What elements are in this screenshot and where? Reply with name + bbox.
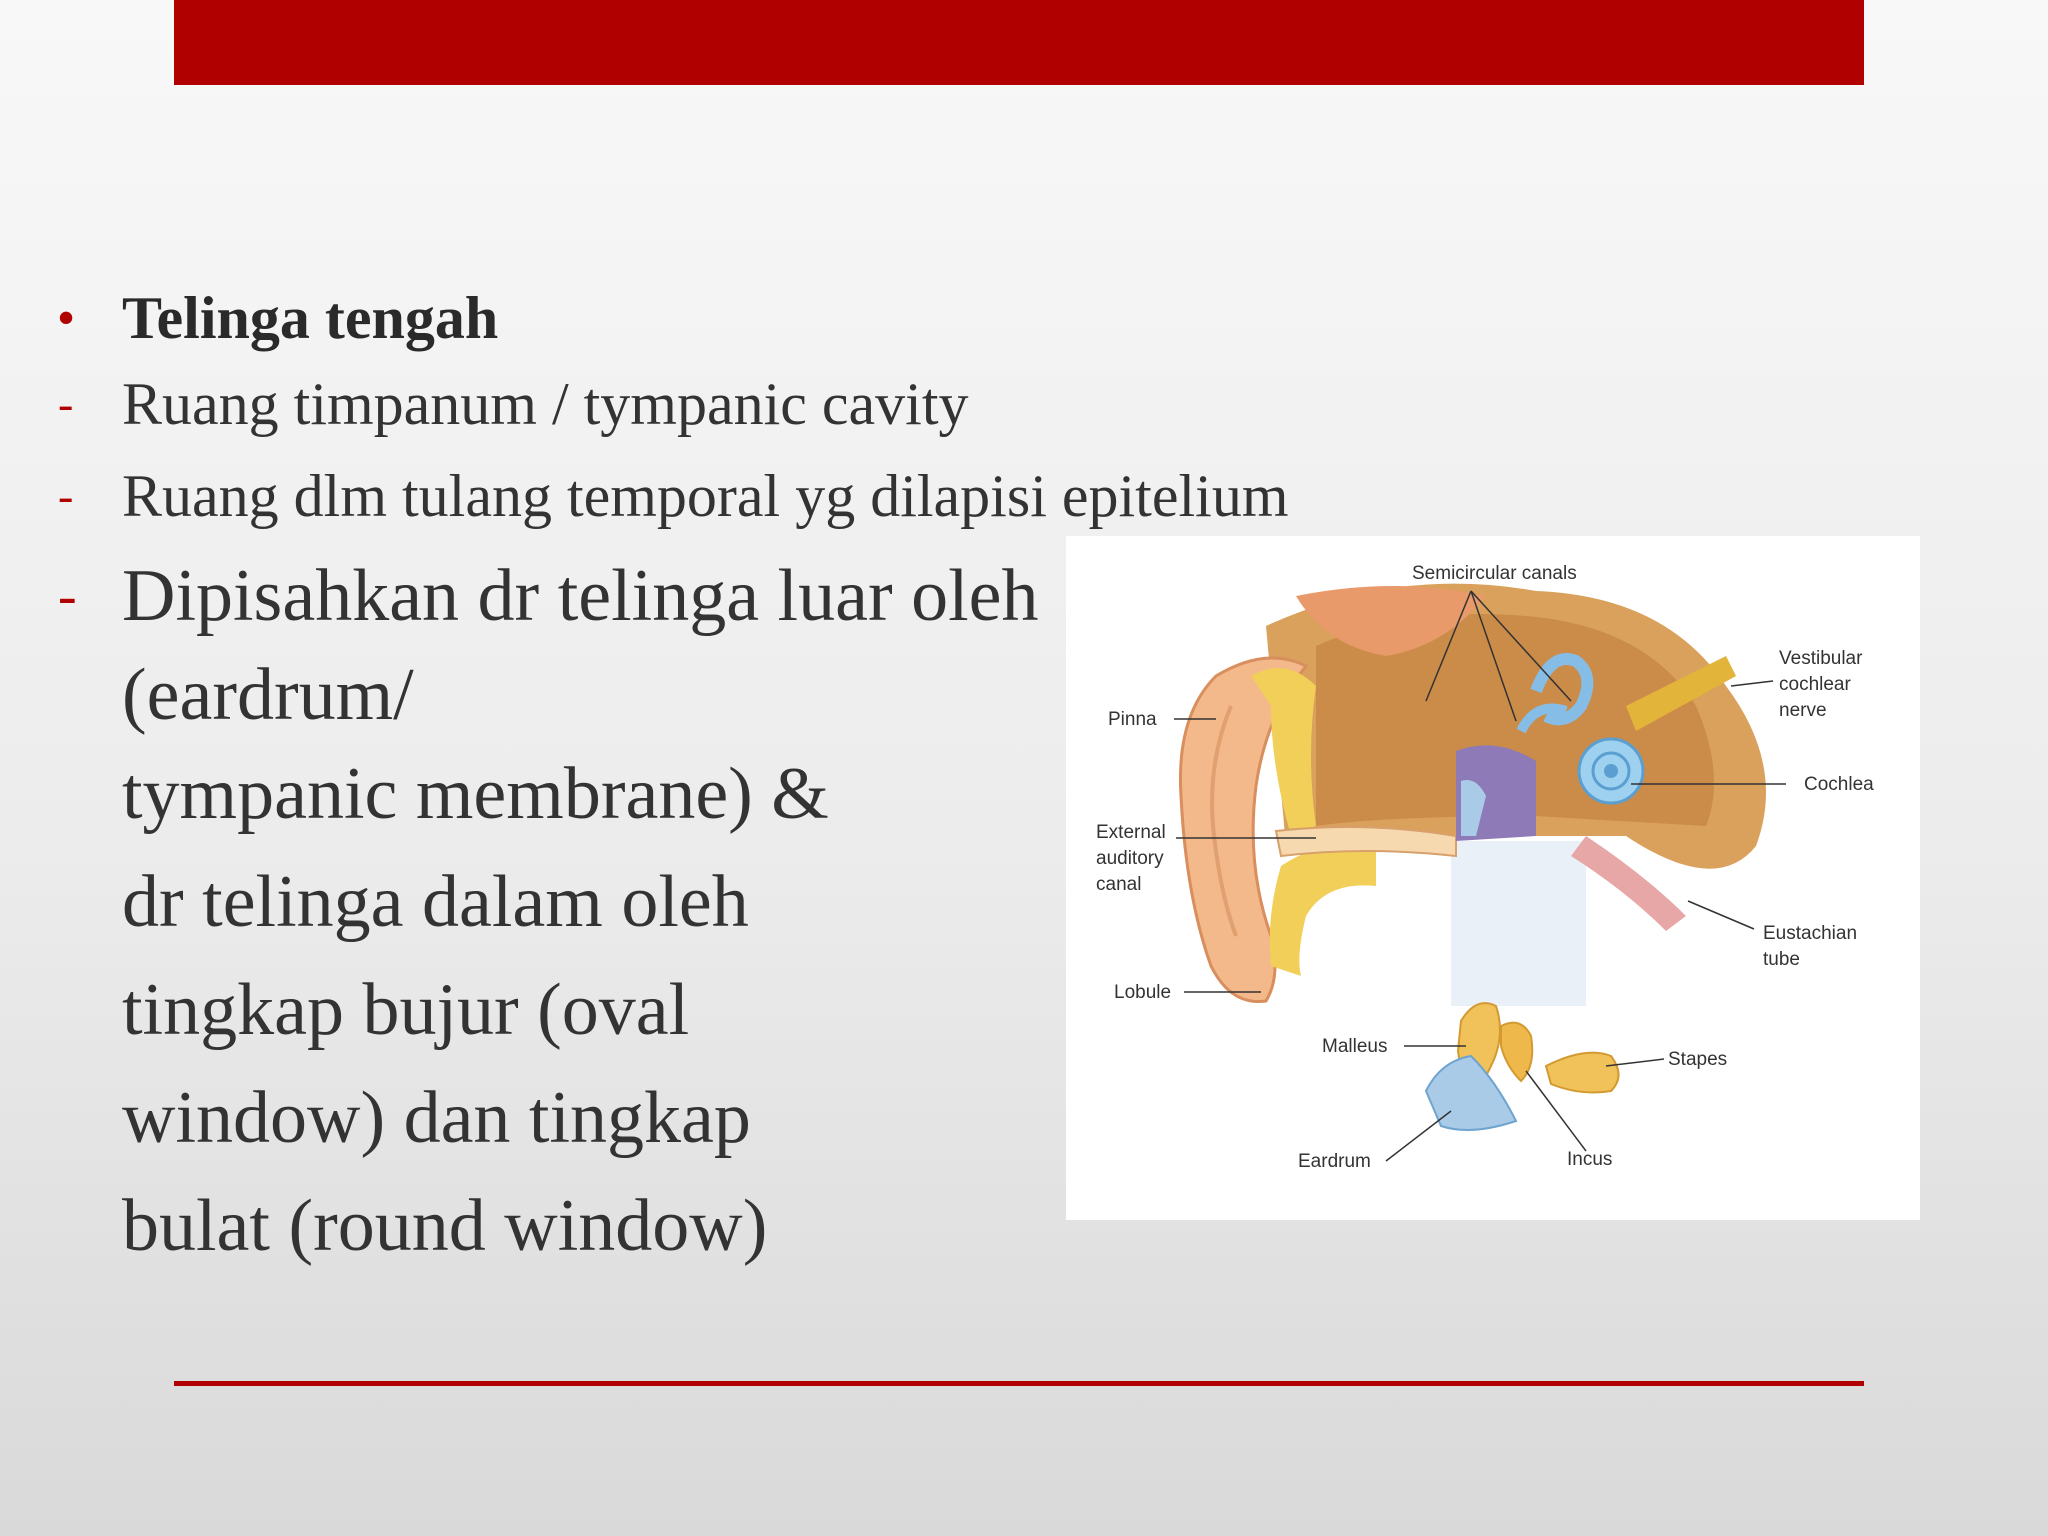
label-vestibular-3: nerve bbox=[1779, 700, 1827, 721]
list-item-text: Ruang dlm tulang temporal yg dilapisi epitelium bbox=[122, 463, 1289, 529]
label-external-2: auditory bbox=[1096, 848, 1164, 869]
label-cochlea: Cochlea bbox=[1804, 774, 1874, 795]
list-item bbox=[58, 450, 1538, 542]
main-point-line: tingkap bujur (oval bbox=[122, 969, 690, 1051]
dash-marker: - bbox=[58, 470, 74, 521]
label-vestibular-2: cochlear bbox=[1779, 674, 1851, 695]
bullet-marker: • bbox=[58, 292, 75, 343]
label-semicircular-canals: Semicircular canals bbox=[1412, 563, 1577, 584]
main-point-line: window) dan tingkap bbox=[122, 1077, 751, 1159]
main-point-line: dr telinga dalam oleh bbox=[122, 861, 749, 943]
label-incus: Incus bbox=[1567, 1149, 1613, 1170]
main-point-text: Dipisahkan dr telinga luar oleh bbox=[122, 555, 1039, 637]
header-accent-bar bbox=[174, 0, 1864, 85]
main-point-line: (eardrum/ bbox=[122, 654, 414, 736]
list-item bbox=[58, 358, 1538, 450]
heading-text: Telinga tengah bbox=[122, 285, 499, 351]
label-lobule: Lobule bbox=[1114, 982, 1172, 1003]
footer-accent-rule bbox=[174, 1381, 1864, 1386]
label-eustachian-1: Eustachian bbox=[1763, 923, 1858, 944]
dash-marker: - bbox=[58, 378, 74, 429]
label-external-1: External bbox=[1096, 822, 1166, 843]
dash-marker: - bbox=[58, 565, 77, 627]
auditory-canal bbox=[1276, 827, 1456, 856]
label-pinna: Pinna bbox=[1108, 709, 1157, 730]
main-point-line: bulat (round window) bbox=[122, 1185, 768, 1267]
bullet-heading bbox=[58, 278, 1538, 358]
label-stapes: Stapes bbox=[1668, 1049, 1728, 1070]
ear-anatomy-illustration bbox=[1066, 536, 1920, 1220]
light-beam bbox=[1451, 841, 1586, 1006]
label-vestibular-1: Vestibular bbox=[1779, 648, 1863, 669]
cochlea-center bbox=[1604, 764, 1618, 778]
cartilage-lower bbox=[1270, 844, 1376, 977]
label-external-3: canal bbox=[1096, 874, 1142, 895]
ear-anatomy-diagram bbox=[1066, 536, 1920, 1220]
main-point-line: tympanic membrane) & bbox=[122, 753, 829, 835]
label-eardrum: Eardrum bbox=[1298, 1151, 1371, 1172]
list-item-text: Ruang timpanum / tympanic cavity bbox=[122, 371, 969, 437]
label-eustachian-2: tube bbox=[1763, 949, 1800, 970]
stapes-shape bbox=[1546, 1053, 1619, 1093]
label-malleus: Malleus bbox=[1322, 1036, 1388, 1057]
